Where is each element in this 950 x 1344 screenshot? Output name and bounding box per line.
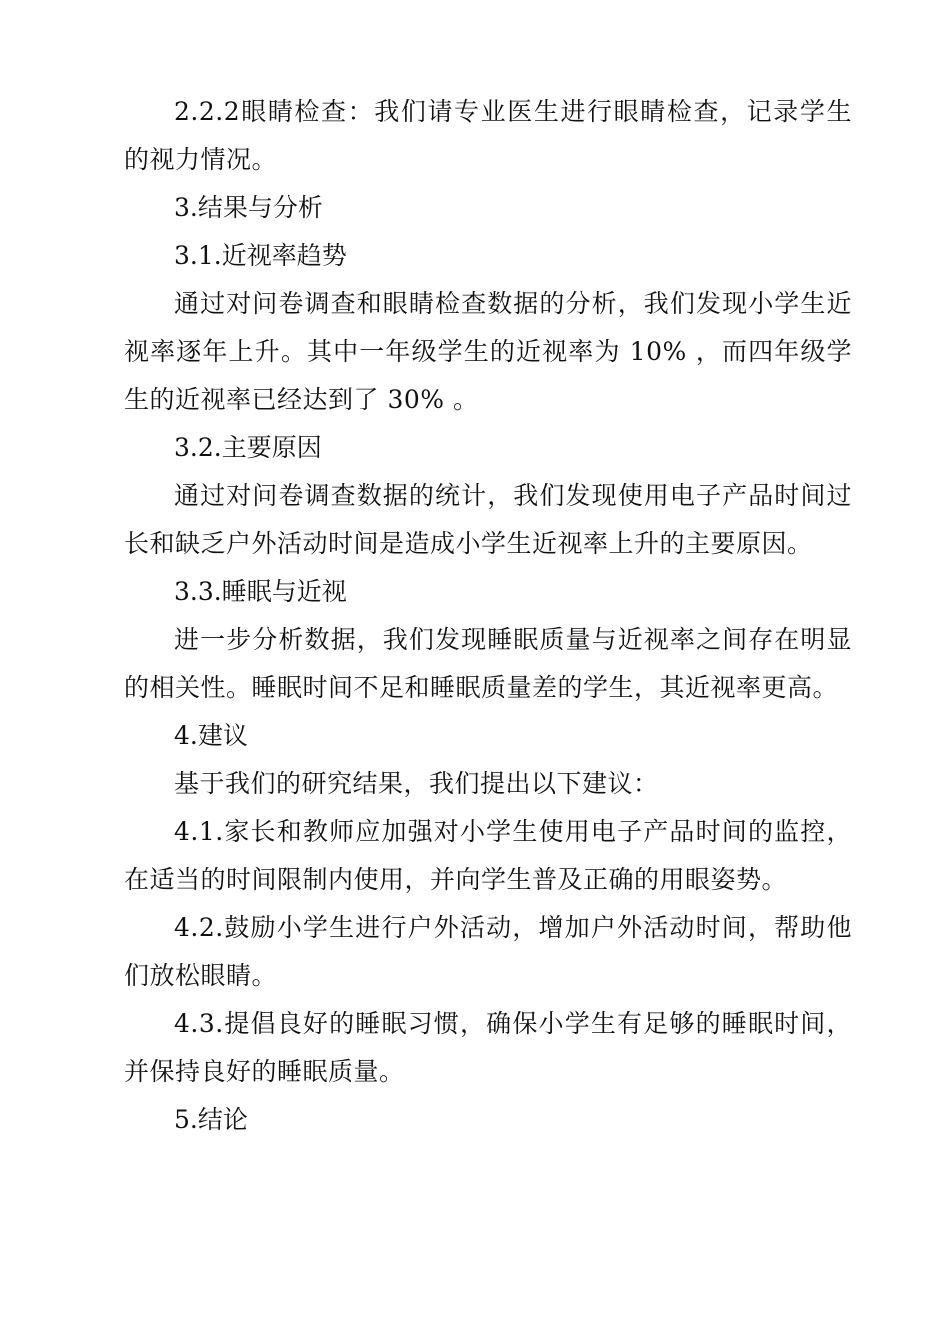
heading-conclusion: 5.结论 [174,1105,248,1134]
heading-results-analysis: 3.结果与分析 [174,193,323,222]
heading-sleep-myopia: 3.3.睡眠与近视 [174,577,347,606]
document-page [124,88,852,1144]
paragraph-sleep-myopia: 进一步分析数据，我们发现睡眠质量与近视率之间存在明显的相关性。睡眠时间不足和睡眠质量差的学生，其近视率更高。 [124,625,852,702]
heading-main-causes: 3.2.主要原因 [174,433,322,462]
paragraph-myopia-trend: 通过对问卷调查和眼睛检查数据的分析，我们发现小学生近视率逐年上升。其中一年级学生的近视率为 10% ，而四年级学生的近视率已经达到了 30% 。 [124,289,852,414]
paragraph-main-causes: 通过对问卷调查数据的统计，我们发现使用电子产品时间过长和缺乏户外活动时间是造成小学生近视率上升的主要原因。 [124,481,852,558]
paragraph-suggestion-3: 4.3.提倡良好的睡眠习惯，确保小学生有足够的睡眠时间，并保持良好的睡眠质量。 [124,1009,852,1086]
heading-myopia-trend: 3.1.近视率趋势 [174,241,347,270]
paragraph-suggestion-2: 4.2.鼓励小学生进行户外活动，增加户外活动时间，帮助他们放松眼睛。 [124,913,852,990]
paragraph-suggestion-1: 4.1.家长和教师应加强对小学生使用电子产品时间的监控，在适当的时间限制内使用，并向学生普及正确的用眼姿势。 [124,817,852,894]
paragraph-eye-exam: 2.2.2眼睛检查：我们请专业医生进行眼睛检查，记录学生的视力情况。 [124,97,852,174]
paragraph-suggestions-intro: 基于我们的研究结果，我们提出以下建议： [174,769,659,798]
heading-suggestions: 4.建议 [174,721,248,750]
